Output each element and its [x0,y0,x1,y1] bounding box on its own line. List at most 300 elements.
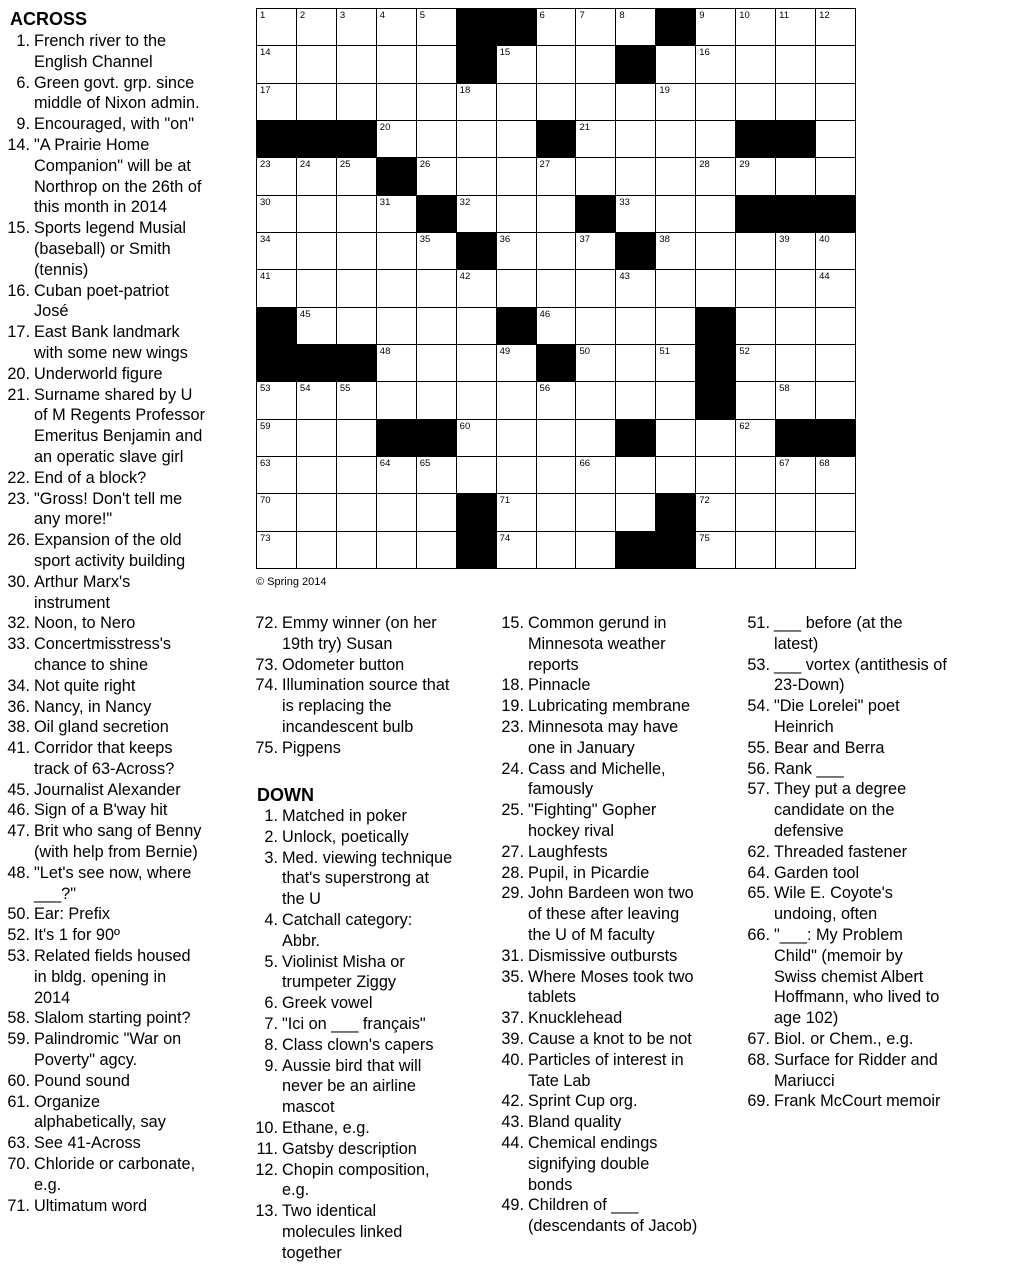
grid-cell[interactable] [537,270,577,307]
clue-text: the U [282,890,321,909]
grid-cell[interactable] [497,345,537,382]
down-clue [498,863,697,884]
grid-cell[interactable] [696,270,736,307]
across-clue [4,1092,205,1134]
down-clue [744,613,947,655]
across-clue [4,364,205,385]
down-clue [498,1050,697,1092]
grid-cell[interactable] [656,457,696,494]
grid-cell[interactable] [576,457,616,494]
grid-cell[interactable] [537,9,577,46]
grid-cell[interactable] [576,532,616,569]
grid-cell[interactable] [816,532,856,569]
grid-cell[interactable] [616,158,656,195]
down-clue [498,967,697,1009]
grid-cell[interactable] [736,233,776,270]
grid-cell[interactable] [377,457,417,494]
grid-cell[interactable] [297,196,337,233]
clue-number: 29. [501,884,524,903]
grid-block [497,308,537,345]
grid-cell[interactable] [417,270,457,307]
grid-cell[interactable] [816,46,856,83]
cell-number: 33 [619,196,630,208]
grid-cell[interactable] [497,382,537,419]
grid-cell[interactable] [337,196,377,233]
grid-cell[interactable] [497,420,537,457]
grid-cell[interactable] [816,233,856,270]
clue-text: Violinist Misha or [282,952,405,971]
clue-number: 71. [7,1196,30,1215]
clue-number: 63. [7,1134,30,1153]
across-clue [4,31,205,73]
grid-cell[interactable] [257,158,297,195]
clue-text: mascot [282,1098,335,1117]
clue-text: with some new wings [34,343,188,362]
grid-cell[interactable] [417,9,457,46]
grid-cell[interactable] [377,270,417,307]
grid-cell[interactable] [816,457,856,494]
grid-block [616,233,656,270]
clue-text: Related fields housed [34,947,191,966]
clue-text: incandescent bulb [282,717,414,736]
grid-cell[interactable] [736,270,776,307]
grid-cell[interactable] [816,9,856,46]
clue-number: 39. [501,1029,524,1048]
clue-number: 11. [256,1139,278,1158]
grid-cell[interactable] [497,270,537,307]
cell-number: 18 [459,84,471,96]
down-clues-column-3 [744,613,947,1112]
clue-text: signifying double [528,1154,650,1173]
down-clue [252,806,452,827]
grid-cell[interactable] [417,46,457,83]
cell-number: 50 [579,345,591,357]
cell-number: 4 [379,10,386,21]
grid-cell[interactable] [736,532,776,569]
cell-number: 16 [699,47,710,59]
grid-cell[interactable] [736,46,776,83]
grid-cell[interactable] [776,308,816,345]
across-clue [4,676,205,697]
cell-number: 30 [260,196,271,208]
grid-cell[interactable] [257,457,297,494]
grid-cell[interactable] [537,457,577,494]
grid-cell[interactable] [616,121,656,158]
grid-cell[interactable] [417,382,457,419]
grid-cell[interactable] [257,84,297,121]
grid-cell[interactable] [417,457,457,494]
grid-cell[interactable] [696,121,736,158]
grid-cell[interactable] [656,233,696,270]
clue-text: Particles of interest in [528,1050,684,1069]
grid-cell[interactable] [377,121,417,158]
grid-cell[interactable] [576,46,616,83]
grid-cell[interactable] [337,84,377,121]
grid-cell[interactable] [696,420,736,457]
grid-cell[interactable] [377,46,417,83]
clue-number: 61. [7,1092,30,1111]
grid-cell[interactable] [257,270,297,307]
grid-cell[interactable] [417,494,457,531]
down-clue [498,759,697,801]
grid-cell[interactable] [696,233,736,270]
down-clue [744,1050,947,1092]
grid-cell[interactable] [656,420,696,457]
grid-cell[interactable] [696,84,736,121]
grid-cell[interactable] [537,196,577,233]
grid-cell[interactable] [457,84,497,121]
grid-cell[interactable] [656,158,696,195]
grid-cell[interactable] [377,84,417,121]
grid-cell[interactable] [417,345,457,382]
clue-text: East Bank landmark [34,323,180,342]
grid-cell[interactable] [816,121,856,158]
grid-block [417,420,457,457]
grid-cell[interactable] [616,270,656,307]
grid-cell[interactable] [656,84,696,121]
grid-cell[interactable] [257,420,297,457]
clue-number: 55. [747,738,770,757]
grid-cell[interactable] [776,84,816,121]
clue-text: Sign of a B'way hit [34,801,168,820]
grid-cell[interactable] [616,457,656,494]
clue-number: 48. [7,863,30,882]
grid-cell[interactable] [656,270,696,307]
grid-cell[interactable] [257,46,297,83]
grid-cell[interactable] [576,233,616,270]
grid-cell[interactable] [616,84,656,121]
clue-text: Laughfests [528,842,608,861]
grid-cell[interactable] [616,382,656,419]
grid-cell[interactable] [736,9,776,46]
grid-cell[interactable] [776,457,816,494]
clue-text: Companion" will be at [34,156,191,175]
cell-number: 7 [579,10,585,21]
grid-cell[interactable] [816,270,856,307]
grid-cell[interactable] [696,9,736,46]
cell-number: 9 [699,10,705,21]
grid-cell[interactable] [537,494,577,531]
grid-cell[interactable] [497,46,537,83]
grid-cell[interactable] [297,9,337,46]
grid-cell[interactable] [297,46,337,83]
grid-cell[interactable] [337,270,377,307]
clue-text: any more!" [34,510,113,529]
grid-cell[interactable] [377,382,417,419]
grid-cell[interactable] [656,308,696,345]
grid-block [457,233,497,270]
cell-number: 65 [419,457,431,469]
grid-cell[interactable] [776,494,816,531]
grid-cell[interactable] [257,9,297,46]
grid-cell[interactable] [377,9,417,46]
clue-text: Concertmisstress's [34,635,171,654]
grid-cell[interactable] [497,457,537,494]
clue-number: 58. [7,1009,30,1028]
grid-cell[interactable] [576,158,616,195]
down-clue [744,1091,947,1112]
grid-cell[interactable] [576,121,616,158]
grid-block [776,420,816,457]
grid-cell[interactable] [297,308,337,345]
grid-cell[interactable] [616,196,656,233]
grid-cell[interactable] [417,84,457,121]
clue-text: Child" (memoir by [774,946,903,965]
grid-cell[interactable] [776,233,816,270]
grid-cell[interactable] [457,121,497,158]
grid-cell[interactable] [776,270,816,307]
grid-cell[interactable] [776,9,816,46]
grid-cell[interactable] [297,158,337,195]
grid-cell[interactable] [696,46,736,83]
grid-cell[interactable] [297,420,337,457]
grid-cell[interactable] [736,84,776,121]
grid-cell[interactable] [297,457,337,494]
grid-cell[interactable] [337,158,377,195]
clue-number: 62. [747,842,770,861]
grid-cell[interactable] [537,46,577,83]
grid-cell[interactable] [816,84,856,121]
clue-text: of M Regents Professor [34,406,206,425]
clue-text: Rank ___ [774,759,844,778]
clue-text: Where Moses took two [528,967,694,986]
clue-text: Not quite right [34,676,136,695]
grid-cell[interactable] [377,233,417,270]
grid-cell[interactable] [497,532,537,569]
grid-cell[interactable] [656,196,696,233]
down-clue [744,925,947,1029]
grid-cell[interactable] [537,420,577,457]
grid-cell[interactable] [776,345,816,382]
clue-text: defensive [774,821,844,840]
grid-cell[interactable] [656,345,696,382]
down-clue [744,863,947,884]
grid-block [337,345,377,382]
grid-cell[interactable] [457,158,497,195]
grid-cell[interactable] [656,121,696,158]
grid-cell[interactable] [257,382,297,419]
clue-text: Ultimatum word [34,1196,148,1215]
grid-cell[interactable] [417,532,457,569]
grid-cell[interactable] [457,270,497,307]
grid-cell[interactable] [257,196,297,233]
grid-cell[interactable] [576,345,616,382]
grid-cell[interactable] [417,233,457,270]
grid-cell[interactable] [377,308,417,345]
grid-cell[interactable] [497,121,537,158]
clue-text: Nancy, in Nancy [34,697,152,716]
grid-cell[interactable] [257,233,297,270]
grid-cell[interactable] [776,158,816,195]
grid-cell[interactable] [537,84,577,121]
clue-text: Pigpens [282,738,341,757]
clue-text: 23-Down) [774,676,845,695]
grid-cell[interactable] [616,494,656,531]
across-clue [4,1196,205,1217]
grid-cell[interactable] [497,158,537,195]
grid-cell[interactable] [656,382,696,419]
grid-cell[interactable] [576,308,616,345]
clue-text: Cass and Michelle, [528,759,666,778]
grid-cell[interactable] [736,420,776,457]
grid-cell[interactable] [297,270,337,307]
grid-cell[interactable] [297,494,337,531]
grid-cell[interactable] [576,270,616,307]
down-clue [252,910,452,952]
grid-cell[interactable] [417,121,457,158]
grid-cell[interactable] [736,308,776,345]
grid-cell[interactable] [816,494,856,531]
cell-number: 74 [499,532,511,544]
grid-cell[interactable] [297,233,337,270]
clue-text: Northrop on the 26th of [34,177,202,196]
grid-cell[interactable] [576,9,616,46]
grid-cell[interactable] [497,233,537,270]
grid-block [696,308,736,345]
cell-number: 70 [260,495,271,507]
grid-cell[interactable] [696,457,736,494]
grid-cell[interactable] [537,532,577,569]
grid-cell[interactable] [257,494,297,531]
grid-cell[interactable] [337,233,377,270]
cell-number: 15 [499,47,511,59]
across-clue [252,655,449,676]
grid-cell[interactable] [576,382,616,419]
grid-cell[interactable] [696,494,736,531]
down-clue [498,800,697,842]
grid-cell[interactable] [736,158,776,195]
clue-text: age 102) [774,1009,839,1028]
grid-cell[interactable] [417,308,457,345]
grid-cell[interactable] [457,308,497,345]
across-clue [4,218,205,280]
grid-cell[interactable] [537,233,577,270]
across-clue [252,738,449,759]
grid-cell[interactable] [736,345,776,382]
grid-cell[interactable] [537,158,577,195]
grid-cell[interactable] [337,46,377,83]
grid-cell[interactable] [457,382,497,419]
grid-cell[interactable] [377,345,417,382]
grid-cell[interactable] [696,196,736,233]
grid-cell[interactable] [337,9,377,46]
down-clue [744,842,947,863]
grid-cell[interactable] [736,494,776,531]
grid-cell[interactable] [776,46,816,83]
grid-block [257,308,297,345]
grid-cell[interactable] [337,494,377,531]
clue-text: Swiss chemist Albert [774,967,924,986]
grid-cell[interactable] [537,382,577,419]
grid-cell[interactable] [776,532,816,569]
grid-cell[interactable] [736,457,776,494]
down-clue [498,696,697,717]
clue-text: "Let's see now, where [34,863,192,882]
clue-text: (tennis) [34,260,89,279]
grid-cell[interactable] [337,420,377,457]
grid-cell[interactable] [377,532,417,569]
grid-cell[interactable] [776,382,816,419]
cell-number: 42 [459,271,471,283]
grid-cell[interactable] [816,158,856,195]
grid-cell[interactable] [576,84,616,121]
grid-cell[interactable] [457,457,497,494]
clue-text: this month in 2014 [34,198,168,217]
clue-text: "Die Lorelei" poet [774,697,900,716]
grid-cell[interactable] [297,382,337,419]
grid-cell[interactable] [297,84,337,121]
down-clue [744,738,947,759]
cell-number: 64 [379,457,391,469]
clue-text: "Ici on ___ français" [282,1014,426,1033]
down-clue [498,1029,697,1050]
cell-number: 55 [339,383,351,395]
grid-cell[interactable] [736,382,776,419]
grid-cell[interactable] [816,345,856,382]
clue-number: 30. [7,572,30,591]
grid-cell[interactable] [816,382,856,419]
grid-cell[interactable] [696,158,736,195]
grid-cell[interactable] [337,308,377,345]
grid-block [656,494,696,531]
grid-cell[interactable] [377,494,417,531]
cell-number: 53 [260,383,271,395]
across-clue [4,613,205,634]
cell-number: 29 [739,159,750,171]
grid-cell[interactable] [457,420,497,457]
cell-number: 31 [379,196,391,208]
clue-number: 65. [747,884,770,903]
grid-cell[interactable] [576,494,616,531]
grid-cell[interactable] [337,457,377,494]
clue-text: Pinnacle [528,676,591,695]
grid-cell[interactable] [616,9,656,46]
clue-number: 49. [501,1196,524,1215]
clue-text: Ethane, e.g. [282,1118,370,1137]
grid-cell[interactable] [616,308,656,345]
grid-cell[interactable] [457,345,497,382]
grid-cell[interactable] [457,196,497,233]
grid-cell[interactable] [257,532,297,569]
down-clue [498,883,697,945]
grid-cell[interactable] [537,308,577,345]
clue-number: 3. [264,848,278,867]
grid-cell[interactable] [337,532,377,569]
grid-cell[interactable] [696,532,736,569]
down-clue [252,1160,452,1202]
grid-cell[interactable] [616,345,656,382]
grid-cell[interactable] [576,420,616,457]
clue-text: (descendants of Jacob) [528,1217,698,1236]
clue-text: together [282,1243,342,1262]
grid-cell[interactable] [497,494,537,531]
cell-number: 48 [379,345,391,357]
grid-cell[interactable] [497,84,537,121]
grid-cell[interactable] [337,382,377,419]
clue-number: 21. [7,385,30,404]
grid-cell[interactable] [417,158,457,195]
grid-cell[interactable] [816,308,856,345]
cell-number: 52 [739,345,750,357]
grid-cell[interactable] [497,196,537,233]
down-clue [498,1008,697,1029]
grid-cell[interactable] [656,46,696,83]
clue-number: 42. [501,1092,524,1111]
clue-text: e.g. [282,1181,310,1200]
clue-text: Med. viewing technique [282,848,453,867]
grid-cell[interactable] [297,532,337,569]
grid-cell[interactable] [377,196,417,233]
